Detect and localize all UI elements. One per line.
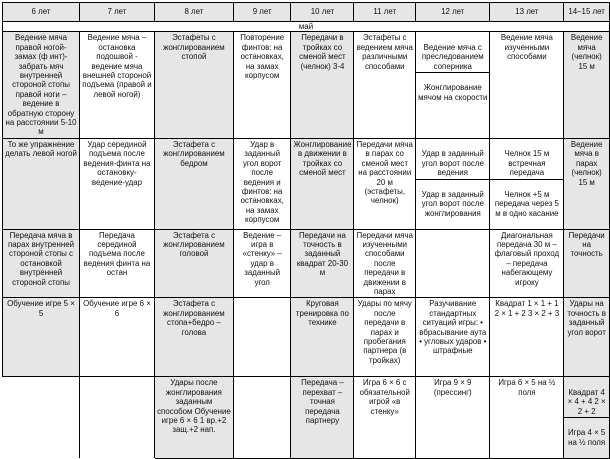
table-cell <box>564 377 610 458</box>
table-cell-empty <box>233 298 290 377</box>
table-cell: Эстафеты с ведением мяча различными способами <box>354 32 416 138</box>
table-cell: Эстафета с жонглированием стопа+бедро – голова <box>154 298 233 377</box>
table-cell: Ведение мяча изученными способами <box>490 32 564 138</box>
table-row <box>3 298 610 377</box>
table-cell: Диагональная передача 30 м – флаговый проход – передача набегающему игроку <box>490 229 564 298</box>
table-cell: Эстафеты с жонглированием стопой <box>154 32 233 138</box>
table-cell: Передачи мяча в парах со сменой мест на расстоянии 20 м (эстафеты, челнок) <box>354 138 416 229</box>
table-cell: Повторение финтов: на остановках, на замах корпусом <box>233 32 290 138</box>
table-cell: Игра 9 × 9 (прессинг) <box>416 377 490 458</box>
table-cell: Обучение игре 6 × 6 <box>80 298 155 377</box>
table-cell: Передачи в тройках со сменой мест (челнок) 3-4 <box>291 32 354 138</box>
header-row <box>3 3 610 22</box>
table-cell: Ведение мяча в парах (челнок) 15 м <box>564 138 610 229</box>
training-plan-table <box>2 2 610 459</box>
table-cell: Эстафета с жонглированием бедром <box>154 138 233 229</box>
table-cell: Игра 6 × 6 с обязательной игрой «в стенку» <box>354 377 416 458</box>
header-age: 7 лет <box>80 3 155 22</box>
table-cell: Удары после жонглирования заданным способом Обучение игре 6 × 6 1 вр.+2 защ.+2 нап. <box>154 377 233 458</box>
table-cell <box>416 32 490 138</box>
table-cell: Круговая тренировка по технике <box>291 298 354 377</box>
table-cell-empty <box>3 377 80 458</box>
header-age: 13 лет <box>490 3 564 22</box>
table-cell: Игра 6 × 5 на ½ поля <box>490 377 564 458</box>
table-cell: Ведение мяча (челнок) 15 м <box>564 32 610 138</box>
table-cell: Удар серединой подъема после ведения-финта на остановку-ведение-удар <box>80 138 155 229</box>
table-cell-part: Квадрат 4 × 4 + 4 2 × 2 + 2 <box>564 387 609 418</box>
table-cell: Передачи мяча изученными способами после передачи в движении в парах <box>354 229 416 298</box>
table-cell: Удары на точность в заданный угол ворот <box>564 298 610 377</box>
table-cell-part: Удар в заданный угол ворот после жонглирования <box>421 189 484 218</box>
table-cell: Ведение мяча – остановка подошвой - ведение мяча внешней стороной подъема (правой и левой ногой) <box>80 32 155 138</box>
table-cell: Передача серединой подъема после ведения финта на остан <box>80 229 155 298</box>
table-row <box>3 138 610 229</box>
table-cell: Жонглирование в движении в тройках со сменой мест <box>291 138 354 229</box>
header-age: 11 лет <box>354 3 416 22</box>
month-row <box>3 22 610 32</box>
table-cell: Разучивание стандартных ситуаций игры: • вбрасывание аута • угловых ударов • штрафные <box>416 298 490 377</box>
table-cell-empty <box>416 229 490 298</box>
table-cell: Передача мяча в парах внутренней стороной стопы с остановкой внутренней стороной стопы <box>3 229 80 298</box>
header-age: 14–15 лет <box>564 3 610 22</box>
table-cell: Эстафета с жонглированием головой <box>154 229 233 298</box>
table-row <box>3 377 610 458</box>
table-cell: То же упражнение делать левой ногой <box>3 138 80 229</box>
header-age: 12 лет <box>416 3 490 22</box>
table-cell: Передача – перехват – точная передача партнеру <box>291 377 354 458</box>
month-label: май <box>3 22 610 32</box>
table-cell-empty <box>80 377 155 458</box>
table-cell-part: Игра 4 × 5 на ½ поля <box>567 428 606 447</box>
table-cell: Удар в заданный угол ворот после ведения и финтов: на остановках, на замах корпусом <box>233 138 290 229</box>
table-cell: Квадрат 1 × 1 + 1 2 × 1 + 2 3 × 2 + 3 <box>490 298 564 377</box>
table-cell-part: Челнок 15 м встречная передача <box>490 148 563 179</box>
table-cell-part: Челнок +5 м передача через 5 м в одно касание <box>494 189 559 218</box>
table-cell: Удары по мячу после передачи в парах и пробегания партнера (в тройках) <box>354 298 416 377</box>
table-cell: Ведение мяча правой ногой- замах (ф инт)- забрать мяч внутренней стороной стопы правой ноги – ведение в обратную сторону на расстоянии 5-10 м <box>3 32 80 138</box>
table-cell-empty <box>233 377 290 458</box>
table-row <box>3 32 610 138</box>
table-cell: Передачи на точность <box>564 229 610 298</box>
table-cell <box>490 138 564 229</box>
table-cell <box>416 138 490 229</box>
header-age: 9 лет <box>233 3 290 22</box>
table-cell: Обучение игре 5 × 5 <box>3 298 80 377</box>
header-age: 8 лет <box>154 3 233 22</box>
table-row <box>3 229 610 298</box>
header-age: 10 лет <box>291 3 354 22</box>
table-cell-part: Жонглирование мячом на скорости <box>418 83 488 102</box>
table-cell-part: Ведение мяча с преследованием соперника <box>416 42 489 73</box>
table-cell: Ведение – игра в «стенку» – удар в заданный угол <box>233 229 290 298</box>
header-age: 6 лет <box>3 3 80 22</box>
table-cell-part: Удар в заданный угол ворот после ведения <box>416 148 489 179</box>
table-cell: Передачи на точность в заданный квадрат 20-30 м <box>291 229 354 298</box>
